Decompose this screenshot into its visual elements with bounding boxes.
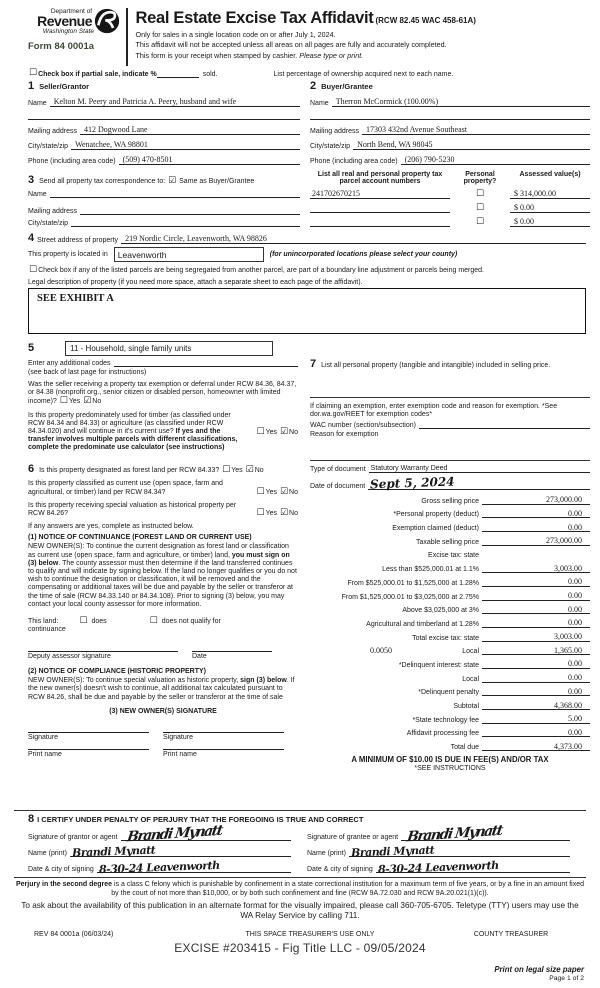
minimum-due-note: A MINIMUM OF $10.00 IS DUE IN FEE(S) AND/OR TAX: [351, 755, 549, 765]
page-number: Page 1 of 2: [549, 975, 584, 982]
new-owner-signature-1-field[interactable]: Signature: [28, 732, 149, 741]
total-excise-state-label: Total excise tax: state: [412, 634, 479, 642]
section3-header: 3 Send all property tax correspondence to: ☑ Same as Buyer/Grantee: [28, 174, 255, 186]
additional-codes-label: Enter any additional codes: [28, 360, 111, 367]
forest-yes-checkbox[interactable]: ☐: [222, 464, 231, 475]
divider: [14, 877, 586, 878]
processing-fee-label: Affidavit processing fee: [406, 730, 479, 738]
legal-description-label: Legal description of property (if you need more space, attach a separate sheet to each page of the affidavit).: [28, 279, 363, 286]
assessed-value-col-header: Assessed value(s): [519, 171, 581, 178]
legal-description-box[interactable]: [28, 288, 586, 334]
corr-name-field[interactable]: [50, 197, 300, 198]
tier4-field[interactable]: 0.00: [482, 605, 590, 615]
agricultural-label: Agricultural and timberland at 1.28%: [366, 620, 479, 628]
local-tax-field[interactable]: 1,365.00: [482, 646, 590, 656]
seller-city-field[interactable]: Wenatchee, WA 98801: [71, 140, 300, 150]
reet-affidavit-form: Department of Revenue Washington State Form 84 0001a Real Estate Excise Tax Affidavit (RCW 82.45 WAC 458-61A) Only for sales in a single location code on or after July 1, 2024. This affidavit will not be accepted unless all areas on all pages are fully and accurately completed. This form is your receipt when stamped by cashier. Please type or print. ☐ Check box if partial sale, indicate % sold. List percentage of ownership acquired next to each name. 1 Seller/Grantor Name Kelton M. Peery and Patricia A. Peery, husband and wife Mailing address 412 Dogwood Lane City/state/zip Wenatchee, WA 98801 Phone (including area code) (509) 470-8501 3 Send all property tax correspondence to: ☑ Same as Buyer/Grantee Name Mailing address City/state/zip 2 Buyer/Grantee Name Therron McCormick (100.00%) Mailing address 17303 432nd Avenue Southeast City/state/zip North Bend, WA 98045 Phone (including area code) (206) 790-5230 List all real and personal property tax parcel account numbers Personal property? Assessed value(s) 241702670215 ☐ $ 314,000.00 ☐ $ 0.00 ☐ $ 0.00 4 Street address of property 219 Nordic Circle, Leavenworth, WA 98826 This property is located in Leavenworth (for unincorporated locations please select your county) ☐ Check box if any of the listed parcels are being segregated from another parcel, are part of a boundary line adjustment or parcels being merged. Legal description of property (if you need more space, attach a separate sheet to each page of the affidavit). SEE EXHIBIT A 5 11 - Household, single family units Enter any additional codes (see back of last page for instructions) Was the seller receiving a property tax exemption or deferral under RCW 84.36, 84.37, or 84.38 (nonprofit org., senior citizen or disabled person, homeowner with limited income)? ☐Yes ☑No Is this property predominately used for timber (as classified under RCW 84.34 and 84.33) or agriculture (as classified under RCW 84.34.020) and will continue in it's current use? If yes and the transfer involves multiple parcels with different classifications, complete the predominate use calculator (see instructions) ☐Yes ☑No 6 Is this property designated as forest land per RCW 84.33? ☐Yes ☑No Is this property classified as current use (open space, farm and agricultural, or timber) land per RCW 84.34? ☐Yes ☑No Is this property receiving special valuation as historical property per RCW 84.26? ☐Yes ☑No If any answers are yes, complete as instructed below. (1) NOTICE OF CONTINUANCE (FOREST LAND OR CURRENT USE) NEW OWNER(S): To continue the current designation as forest land or classification as current use (open space, farm and agriculture, or timber) land, you must sign on (3) below. The county assessor must then determine if the land transferred continues to qualify and will indicate by signing below. If the land no longer qualifies or you do not wish to continue the designation or classification, it will be removed and the compensating or additional taxes will be due and payable by the seller or transferor at the time of sale (RCW 84.33.140 or 84.34.108). Prior to signing (3) below, you may contact your local county assessor for more information. This land: ☐ does ☐ does not qualify for continuance Deputy assessor signature Date (2) NOTICE OF COMPLIANCE (HISTORIC PROPERTY) NEW OWNER(S): To continue special valuation as historic property, sign (3) below. If the new owner(s) doesn't wish to continue, all additional tax calculated pursuant to RCW 84.26, shall be due and payable by the seller or transferor at the time of sale (3) NEW OWNER(S) SIGNATURE Signature Signature Print name Print name 7 List all personal property (tangible and intangible) included in selling price. If claiming an exemption, enter exemption code and reason for exemption. *See dor.wa.gov/REET for exemption codes* WAC number (section/subsection) Reason for exemption Type of document Statutory Warranty Deed Date of document Sept 5, 2024 Gross selling price 273,000.00 *Personal property (deduct) 0.00 Exemption claimed (deduct) 0.00 Taxable selling price 273,000.00 Excise tax: state Less than $525,000.01 at 1.1% 3,003.00 From $525,000.01 to $1,525,000 at 1.28% 0.00 From $1,525,000.01 to $3,025,000 at 2.75% 0.00 Above $3,025,000 at 3% 0.00 Agricultural and timberland at 1.28% 0.00 Total excise tax: state 3,003.00 0.0050 Local 1,365.00 *Delinquent interest: state 0.00 Local 0.00 *Delinquent penalty 0.00 Subtotal 4,368.00 *State technology fee 5.00 Affidavit processing fee 0.00 Total due 4,373.00 A MINIMUM OF $10.00 IS DUE IN FEE(S) AND/OR TAX *SEE INSTRUCTIONS 8 I CERTIFY UNDER PENALTY OF PERJURY THAT THE FOREGOING IS TRUE AND CORRECT Signature of grantor or agent Brandi Mynatt Name (print) Brandi Mynatt Date & city of signing 8-30-24 Leavenworth Signature of grantee or agent Brandi Mynatt Name (print) Brandi Mynatt Date & city of signing 8-30-24 Leavenworth Perjury in the second degree is a class C felony which is punishable by confinement in a state correctional institution for a maximum term of five years, or by a fine in an amount fixed by the court of not more than $10,000, or by both such confinement and fine (RCW 9A.72.030 and RCW 9A.20.021(1)(c)). To ask about the availability of this publication in an alternate format for the visually impaired, please call 360-705-6705. Teletype (TTY) users may use the WA Relay Service by calling 711. REV 84 0001a (06/03/24) THIS SPACE TREASURER'S USE ONLY COUNTY TREASURER EXCISE #203415 - Fig Title LLC - 09/05/2024 Print on legal size paper Page 1 of 2: [0, 0, 600, 988]
new-owner-signature-title: (3) NEW OWNER(S) SIGNATURE: [109, 707, 217, 715]
tier1-field[interactable]: 3,003.00: [482, 564, 590, 574]
section7-number: 7: [310, 358, 317, 370]
buyer-mailing-label: Mailing address: [310, 128, 360, 135]
does-not-checkbox[interactable]: ☐: [149, 615, 158, 626]
grantee-print-field[interactable]: Brandi Mynatt: [349, 848, 570, 857]
parcel-number-field[interactable]: [310, 203, 450, 213]
washington-state-label: Washington State: [42, 28, 94, 35]
notice-continuance-title: (1) NOTICE OF CONTINUANCE (FOREST LAND OR CURRENT USE): [28, 534, 252, 542]
wac-number-label: WAC number (section/subsection): [310, 422, 416, 430]
forest-land-question: Is this property designated as forest land per RCW 84.33?: [39, 466, 220, 474]
same-as-buyer-checkbox[interactable]: ☑: [168, 176, 177, 186]
wac-number-field[interactable]: [419, 428, 590, 429]
timber-yes-checkbox[interactable]: ☐: [256, 426, 265, 437]
timber-question-bold: If yes and the transfer involves multiple parcels with different classifications, complete the predominate use calculator (see instructions): [28, 427, 238, 452]
exemption-code-note: If claiming an exemption, enter exemption code and reason for exemption. *See dor.wa.gov/REET for exemption codes*: [310, 402, 558, 419]
subtotal-label: Subtotal: [453, 703, 479, 711]
buyer-city-field[interactable]: North Bend, WA 98045: [353, 140, 590, 150]
current-use-yes-checkbox[interactable]: ☐: [256, 486, 265, 497]
reason-exemption-label: Reason for exemption: [310, 431, 379, 439]
section8-number: 8: [28, 813, 35, 825]
personal-deduct-field[interactable]: 0.00: [482, 509, 590, 519]
exemption-deferral-question: Was the seller receiving a property tax exemption or deferral under RCW 84.36, 84.37, or 84.38 (nonprofit org., senior citizen or disabled person, homeowner with limited income)?: [28, 381, 297, 406]
parcel-row: [310, 203, 590, 213]
gross-price-field[interactable]: 273,000.00: [482, 495, 590, 505]
partial-sold-label: sold.: [202, 71, 218, 78]
timber-no-checkbox[interactable]: ☑: [279, 426, 289, 437]
tty-note: To ask about the availability of this publication in an alternate format for the visually impaired, please call 360-705-6705. Teletype (TTY) users may use the WA Relay Service by calling 711.: [21, 901, 579, 921]
historical-no-checkbox[interactable]: ☑: [279, 508, 289, 519]
excise-tax-state-header: Excise tax: state: [428, 552, 479, 560]
grantor-print-label: Name (print): [28, 850, 67, 857]
parcel-number-field[interactable]: [310, 217, 450, 227]
street-address-label: Street address of property: [37, 237, 119, 244]
section6-number: 6: [28, 462, 35, 475]
divider: [310, 397, 590, 398]
seller-name2-field[interactable]: [28, 111, 300, 120]
taxable-price-label: Taxable selling price: [415, 538, 479, 546]
exemption-yes-checkbox[interactable]: ☐: [59, 396, 68, 407]
this-land-label: This land:: [28, 617, 59, 625]
certify-statement: I CERTIFY UNDER PENALTY OF PERJURY THAT THE FOREGOING IS TRUE AND CORRECT: [37, 814, 364, 824]
if-yes-note: If any answers are yes, complete as instructed below.: [28, 523, 194, 531]
perjury-warning: Perjury in the second degree: [15, 880, 113, 888]
parcel-col-header: List all real and personal property tax parcel account numbers: [317, 171, 443, 185]
parcel-row: [310, 217, 590, 227]
total-due-field[interactable]: 4,373.00: [482, 742, 590, 752]
delinquent-penalty-field[interactable]: 0.00: [482, 687, 590, 697]
local2-field[interactable]: 0.00: [482, 673, 590, 683]
total-excise-state-field[interactable]: 3,003.00: [482, 632, 590, 642]
seller-name-field[interactable]: Kelton M. Peery and Patricia A. Peery, husband and wife: [50, 97, 300, 107]
deputy-assessor-signature-field[interactable]: Deputy assessor signature: [28, 651, 178, 660]
located-in-note: (for unincorporated locations please select your county): [269, 251, 458, 258]
tier4-label: Above $3,025,000 at 3%: [402, 607, 479, 615]
local2-label: Local: [462, 675, 479, 683]
section4-number: 4: [28, 232, 35, 244]
grantee-date-field[interactable]: 8-30-24 Leavenworth: [376, 864, 570, 873]
taxable-price-field[interactable]: 273,000.00: [482, 536, 590, 546]
does-checkbox[interactable]: ☐: [79, 615, 88, 626]
buyer-name2-field[interactable]: [310, 111, 590, 120]
buyer-name-label: Name: [310, 100, 329, 107]
continuance-label: continuance: [28, 626, 66, 634]
assessed-value-field[interactable]: $ 314,000.00: [510, 189, 590, 199]
seller-phone-field[interactable]: (509) 470-8501: [119, 155, 300, 165]
divider: [310, 460, 590, 461]
exemption-deduct-field[interactable]: 0.00: [482, 523, 590, 533]
current-use-question: Is this property classified as current use (open space, farm and agricultural, or timber) land per RCW 84.34?: [28, 480, 223, 496]
header-note-3-italic: Please type or print.: [299, 50, 364, 60]
segregated-label: Check box if any of the listed parcels are being segregated from another parcel, are part of a boundary line adjustment or parcels being merged.: [38, 267, 484, 274]
see-back-note: (see back of last page for instructions): [28, 369, 147, 376]
grantee-signature-field[interactable]: Brandi Mynatt: [401, 832, 570, 841]
grantor-print-field[interactable]: Brandi Mynatt: [70, 848, 291, 857]
legal-description-value: SEE EXHIBIT A: [37, 293, 114, 304]
title-rcw: (RCW 82.45 WAC 458-61A): [375, 16, 476, 25]
notice-compliance-body: NEW OWNER(S): To continue special valuation as historic property,: [28, 677, 241, 685]
buyer-phone-field[interactable]: (206) 790-5230: [401, 155, 590, 165]
land-use-code-select[interactable]: 11 - Household, single family units: [65, 341, 273, 356]
grantee-signature-label: Signature of grantee or agent: [307, 834, 399, 841]
grantee-print-label: Name (print): [307, 850, 346, 857]
located-in-label: This property is located in: [28, 251, 108, 258]
corr-name-label: Name: [28, 191, 47, 198]
local-tax-label: Local: [462, 648, 479, 656]
ownership-note: List percentage of ownership acquired next to each name.: [273, 71, 454, 78]
buyer-name-field[interactable]: Therron McCormick (100.00%): [332, 97, 590, 107]
corr-mailing-field[interactable]: [80, 214, 300, 215]
seller-phone-label: Phone (including area code): [28, 158, 116, 165]
partial-percent-field[interactable]: [157, 70, 199, 78]
tier2-field[interactable]: 0.00: [482, 577, 590, 587]
corr-city-label: City/state/zip: [28, 220, 69, 227]
header-divider: [126, 8, 128, 66]
parcel-number-field[interactable]: 241702670215: [310, 189, 450, 199]
forest-no-checkbox[interactable]: ☑: [245, 464, 254, 475]
see-instructions-note: *SEE INSTRUCTIONS: [414, 765, 486, 773]
assessed-value-field[interactable]: $ 0.00: [510, 217, 590, 227]
treasurer-use-label: THIS SPACE TREASURER'S USE ONLY: [245, 931, 375, 938]
new-owner-print-2-field[interactable]: Print name: [163, 749, 284, 758]
doc-date-label: Date of document: [310, 483, 366, 491]
local-rate-value: 0.0050: [370, 646, 392, 656]
personal-property-checkbox[interactable]: ☐: [475, 203, 485, 213]
delinquent-penalty-label: *Delinquent penalty: [418, 689, 479, 697]
total-due-label: Total due: [450, 744, 479, 752]
new-owner-print-1-field[interactable]: Print name: [28, 749, 149, 758]
exemption-deduct-label: Exemption claimed (deduct): [392, 525, 479, 533]
personal-property-col-header: Personal property?: [463, 171, 497, 185]
grantor-signature-label: Signature of grantor or agent: [28, 834, 118, 841]
page-title: Real Estate Excise Tax Affidavit: [135, 9, 374, 27]
new-owner-signature-2-field[interactable]: Signature: [163, 732, 284, 741]
buyer-mailing-field[interactable]: 17303 432nd Avenue Southeast: [362, 125, 590, 135]
dept-of-label: Department of: [50, 8, 92, 15]
doc-date-field[interactable]: Sept 5, 2024: [368, 489, 590, 490]
historical-question: Is this property receiving special valuation as historical property per RCW 84.26?: [28, 501, 237, 517]
tech-fee-label: *State technology fee: [412, 716, 479, 724]
delinquent-interest-label: *Delinquent interest: state: [398, 661, 479, 669]
seller-mailing-label: Mailing address: [28, 128, 78, 135]
form-header: [0, 0, 600, 62]
tier3-field[interactable]: 0.00: [482, 591, 590, 601]
header-note-1: Only for sales in a single location code on or after July 1, 2024.: [135, 29, 336, 39]
seller-name-label: Name: [28, 100, 47, 107]
notice-continuance-body: NEW OWNER(S): To continue the current designation as forest land or classification as current use (open space, farm and agriculture, or timber) land,: [28, 543, 289, 559]
buyer-phone-label: Phone (including area code): [310, 158, 398, 165]
header-note-3: This form is your receipt when stamped by cashier.: [135, 50, 298, 60]
deputy-date-field[interactable]: Date: [192, 651, 272, 660]
revenue-wordmark: Revenue: [37, 13, 92, 29]
tier1-label: Less than $525,000.01 at 1.1%: [382, 566, 479, 574]
grantor-date-label: Date & city of signing: [28, 866, 94, 873]
processing-fee-field[interactable]: 0.00: [482, 728, 590, 738]
exemption-no-checkbox[interactable]: ☑: [83, 396, 92, 407]
excise-stamp: EXCISE #203415 - Fig Title LLC - 09/05/2024: [174, 941, 426, 955]
delinquent-interest-field[interactable]: 0.00: [482, 659, 590, 669]
form-number: Form 84 0001a: [28, 41, 95, 52]
same-as-buyer-label: Same as Buyer/Grantee: [179, 178, 255, 185]
seller-city-label: City/state/zip: [28, 143, 69, 150]
parcel-row: [310, 189, 590, 199]
doc-type-field[interactable]: Statutory Warranty Deed: [369, 465, 590, 473]
section5-number: 5: [28, 342, 35, 354]
section2-header: 2 Buyer/Grantee: [310, 80, 373, 92]
personal-property-checkbox[interactable]: ☐: [475, 189, 485, 199]
gross-price-label: Gross selling price: [421, 497, 479, 505]
rev-number: REV 84 0001a (06/03/24): [34, 931, 114, 938]
parcel-table: [310, 171, 590, 227]
partial-sale-checkbox[interactable]: ☐: [29, 68, 38, 78]
grantor-date-field[interactable]: 8-30-24 Leavenworth: [97, 864, 291, 873]
located-in-select[interactable]: Leavenworth: [114, 247, 264, 262]
corr-mailing-label: Mailing address: [28, 208, 78, 215]
county-treasurer-label: COUNTY TREASURER: [473, 931, 549, 938]
personal-property-checkbox[interactable]: ☐: [475, 217, 485, 227]
partial-sale-label: Check box if partial sale, indicate %: [38, 71, 157, 78]
timber-agriculture-question: Is this property predominately used for timber (as classified under RCW 84.34 and 84.33) or agriculture (as classified under RCW 84.34.020) and will continue in it's current use?: [28, 411, 231, 435]
segregated-checkbox[interactable]: ☐: [29, 265, 38, 275]
tech-fee-field[interactable]: 5.00: [482, 714, 590, 724]
current-use-no-checkbox[interactable]: ☑: [279, 486, 289, 497]
section1-header: 1 Seller/Grantor: [28, 80, 90, 92]
doc-type-label: Type of document: [310, 466, 366, 474]
tier2-label: From $525,000.01 to $1,525,000 at 1.28%: [347, 579, 479, 587]
tier3-label: From $1,525,000.01 to $3,025,000 at 2.75%: [341, 593, 479, 601]
subtotal-field[interactable]: 4,368.00: [482, 701, 590, 711]
grantee-date-label: Date & city of signing: [307, 866, 373, 873]
additional-codes-field[interactable]: [114, 366, 299, 367]
historical-yes-checkbox[interactable]: ☐: [256, 508, 265, 519]
notice-compliance-title: (2) NOTICE OF COMPLIANCE (HISTORIC PROPERTY): [28, 668, 206, 676]
dor-logo-block: [28, 8, 120, 62]
corr-city-field[interactable]: [71, 226, 300, 227]
street-address-field[interactable]: 219 Nordic Circle, Leavenworth, WA 98826: [121, 234, 586, 244]
assessed-value-field[interactable]: $ 0.00: [510, 203, 590, 213]
buyer-city-label: City/state/zip: [310, 143, 351, 150]
grantor-signature-field[interactable]: Brandi Mynatt: [121, 832, 291, 841]
seller-mailing-field[interactable]: 412 Dogwood Lane: [80, 125, 300, 135]
print-legal-note: Print on legal size paper: [494, 965, 584, 974]
personal-deduct-label: *Personal property (deduct): [393, 511, 479, 519]
dor-logo-icon: [94, 8, 120, 36]
personal-property-intro: List all personal property (tangible and intangible) included in selling price.: [321, 362, 551, 369]
header-note-2: This affidavit will not be accepted unless all areas on all pages are fully and accurately completed.: [135, 40, 447, 49]
agricultural-field[interactable]: 0.00: [482, 618, 590, 628]
